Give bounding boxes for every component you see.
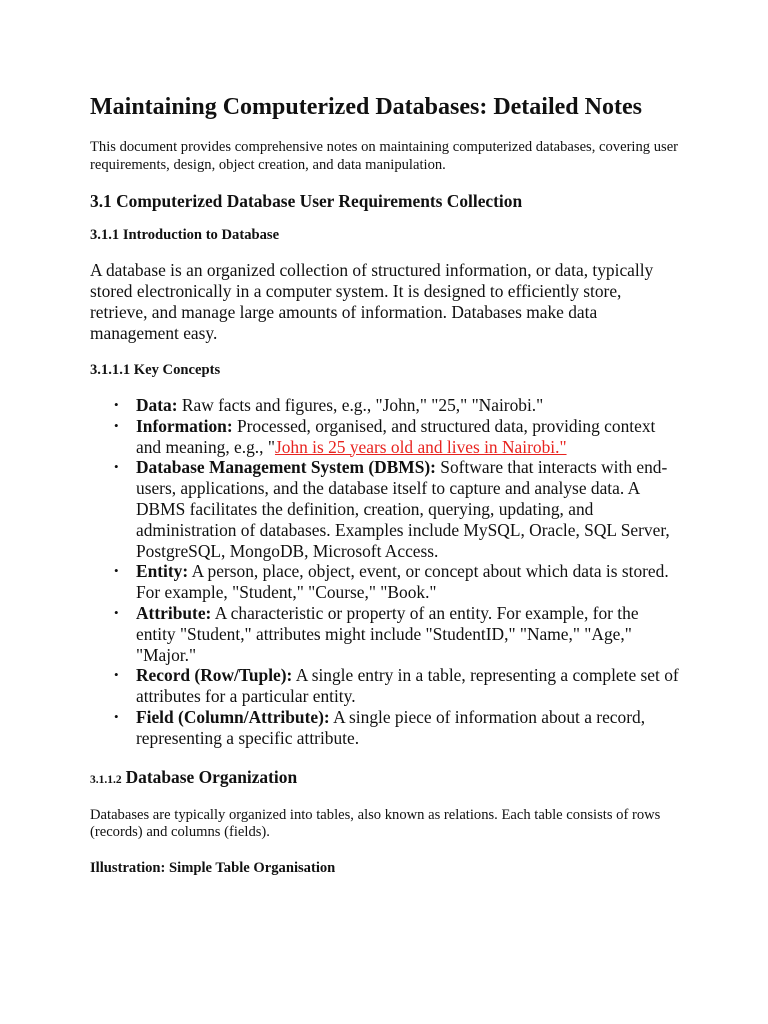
- list-item-entity: [114, 561, 680, 603]
- bullet-icon: •: [114, 604, 119, 620]
- bullet-icon: •: [114, 667, 119, 683]
- section-heading-3-1: 3.1 Computerized Database User Requirements Collection: [90, 191, 523, 211]
- concept-term: Record (Row/Tuple):: [136, 665, 293, 686]
- list-item-record: [114, 665, 680, 707]
- list-item-data: [114, 395, 680, 416]
- list-item-attribute: [114, 602, 680, 665]
- bullet-icon: •: [114, 708, 119, 724]
- information-example-link[interactable]: John is 25 years old and lives in Nairobi.": [274, 436, 567, 457]
- concept-term: Information:: [136, 415, 233, 436]
- concept-term: Field (Column/Attribute):: [136, 706, 330, 727]
- concept-term: Database Management System (DBMS):: [136, 457, 436, 478]
- document-title: Maintaining Computerized Databases: Detailed Notes: [90, 94, 642, 120]
- concept-description: Raw facts and figures, e.g., "John," "25," "Nairobi.": [177, 395, 544, 415]
- illustration-heading: Illustration: Simple Table Organisation: [90, 859, 336, 876]
- bullet-icon: •: [114, 563, 119, 579]
- bullet-icon: •: [114, 397, 119, 412]
- concept-description: Software that interacts with end-users, applications, and the database itself to capture and analyse data. A DBMS facilitates the definition, creation, querying, updating, and administration of databases. Examples include MySQL, Oracle, SQL Server, PostgreSQL, MongoDB, Microsoft Access.: [136, 457, 670, 561]
- section-heading-3-1-1-1: 3.1.1.1 Key Concepts: [90, 362, 221, 378]
- concept-term: Entity:: [136, 561, 189, 582]
- section-number: 3.1.1.2: [90, 773, 122, 786]
- bullet-icon: •: [114, 417, 119, 433]
- list-item-field: [114, 706, 680, 749]
- concept-description: A person, place, object, event, or concept about which data is stored. For example, "Student," "Course," "Book.": [136, 561, 669, 603]
- organization-paragraph: Databases are typically organized into tables, also known as relations. Each table consists of rows (records) and columns (fields).: [90, 806, 661, 840]
- section-title: Database Organization: [125, 766, 298, 787]
- concept-description: A single piece of information about a record, representing a specific attribute.: [136, 706, 646, 748]
- list-item-information: [114, 415, 680, 458]
- bullet-icon: •: [114, 459, 119, 475]
- intro-paragraph: This document provides comprehensive notes on maintaining computerized databases, covering user requirements, design, object creation, and data manipulation.: [90, 139, 679, 173]
- concept-description: A characteristic or property of an entity. For example, for the entity "Student," attributes might include "StudentID," "Name," "Age," "Major.": [136, 602, 639, 665]
- concept-description: A single entry in a table, representing a complete set of attributes for a particular entity.: [136, 665, 679, 707]
- section-heading-3-1-1: 3.1.1 Introduction to Database: [90, 227, 280, 243]
- database-definition-paragraph: A database is an organized collection of structured information, or data, typically stored electronically in a computer system. It is designed to efficiently store, retrieve, and manage large amounts of information. Databases make data management easy.: [90, 260, 654, 343]
- key-concepts-list: [90, 395, 680, 749]
- section-heading-3-1-1-2: [90, 766, 680, 791]
- concept-description: Processed, organised, and structured data, providing context and meaning, e.g., ": [136, 415, 656, 457]
- concept-term: Attribute:: [136, 602, 212, 623]
- concept-term: Data:: [136, 395, 178, 415]
- list-item-dbms: [114, 457, 680, 561]
